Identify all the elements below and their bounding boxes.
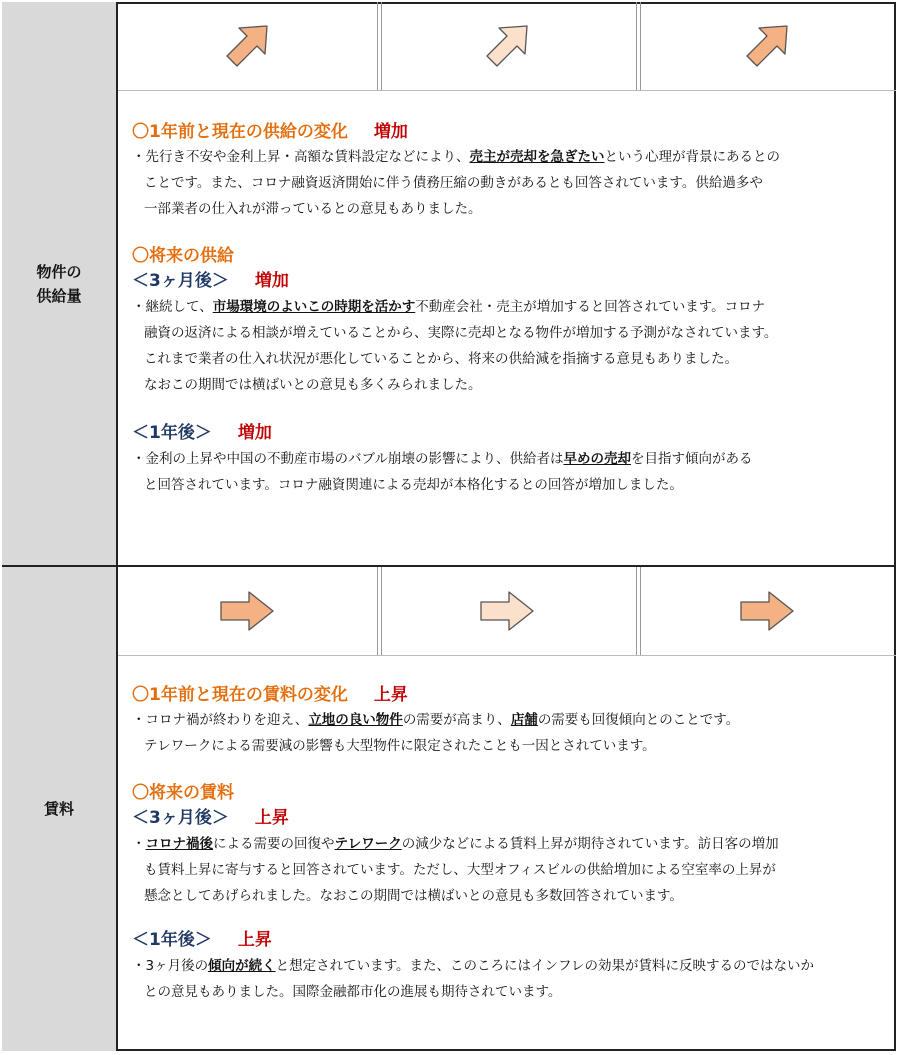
supply-3m-line: 融資の返済による相談が増えていることから、実際に売却となる物件が増加する予測がなされています。 [144,325,778,341]
rent-change-heading: 〇1年前と現在の賃料の変化 上昇 [132,685,408,705]
rent-body [132,683,886,1005]
supply-3m-line: なおこの期間では横ばいとの意見も多くみられました。 [144,377,482,393]
rent-3m-heading: ＜3ヶ月後＞ 上昇 [132,808,289,828]
supply-arrow-row [118,2,896,91]
right-arrow-icon [477,588,537,634]
supply-change-line: ・先行き不安や金利上昇・高額な賃料設定などにより、売主が売却を急ぎたいという心理が背景にあるとの [132,149,780,165]
rent-1y-line: との意見もありました。国際金融都市化の進展も期待されています。 [144,984,562,1000]
rent-side-header [2,567,118,1051]
rent-side-label: 賃料 [43,800,74,818]
rent-3m-line: も賃料上昇に寄与すると回答されています。ただし、大型オフィスビルの供給増加による空室率の上昇が [144,862,776,878]
supply-section [2,2,896,567]
rent-change-line: ・コロナ禍が終わりを迎え、立地の良い物件の需要が高まり、店舗の需要も回復傾向とのことです。 [132,712,740,728]
supply-3m-heading: ＜3ヶ月後＞ 増加 [132,271,289,291]
supply-1y-heading: ＜1年後＞ 増加 [132,423,272,443]
supply-arrow-cell [637,2,896,90]
rent-change-line: テレワークによる需要減の影響も大型物件に限定されたことも一因とされています。 [144,738,656,754]
supply-change-line: ことです。また、コロナ融資返済開始に伴う債務圧縮の動きがあるとも回答されています。供給過多や [144,175,763,191]
rent-1y-line: ・3ヶ月後の傾向が続くと想定されています。また、このころにはインフレの効果が賃料に反映するのではないか [132,958,814,974]
supply-3m-line: ・継続して、市場環境のよいこの時期を活かす不動産会社・売主が増加すると回答されています。コロナ [132,299,766,315]
up-right-arrow-icon [479,18,535,74]
supply-1y-line: ・金利の上昇や中国の不動産市場のバブル崩壊の影響により、供給者は早めの売却を目指す傾向がある [132,451,753,467]
rent-arrow-cell [637,567,896,655]
supply-side-header [2,2,118,565]
right-arrow-icon [737,588,797,634]
up-right-arrow-icon [219,18,275,74]
rent-section [2,567,896,1051]
up-right-arrow-icon [739,18,795,74]
supply-1y-line: と回答されています。コロナ融資関連による売却が本格化するとの回答が増加しました。 [144,477,683,493]
rent-1y-heading: ＜1年後＞ 上昇 [132,930,272,950]
supply-3m-line: これまで業者の仕入れ状況が悪化していることから、将来の供給減を指摘する意見もありました。 [144,351,738,367]
supply-arrow-cell [378,2,638,90]
rent-3m-line: ・コロナ禍後による需要の回復やテレワークの減少などによる賃料上昇が期待されています。訪日客の増加 [132,836,779,852]
rent-arrow-row [118,567,896,656]
supply-future-heading: 〇将来の供給 [132,246,234,266]
supply-arrow-cell [118,2,378,90]
rent-arrow-cell [118,567,378,655]
supply-side-label: 物件の 供給量 [36,262,82,305]
rent-arrow-cell [378,567,638,655]
rent-3m-line: 懸念としてあげられました。なおこの期間では横ばいとの意見も多数回答されています。 [144,888,683,904]
supply-change-heading: 〇1年前と現在の供給の変化 増加 [132,122,408,142]
rent-future-heading: 〇将来の賃料 [132,783,234,803]
supply-body [132,120,886,498]
supply-change-line: 一部業者の仕入れが滞っているとの意見もありました。 [144,201,482,217]
right-arrow-icon [217,588,277,634]
